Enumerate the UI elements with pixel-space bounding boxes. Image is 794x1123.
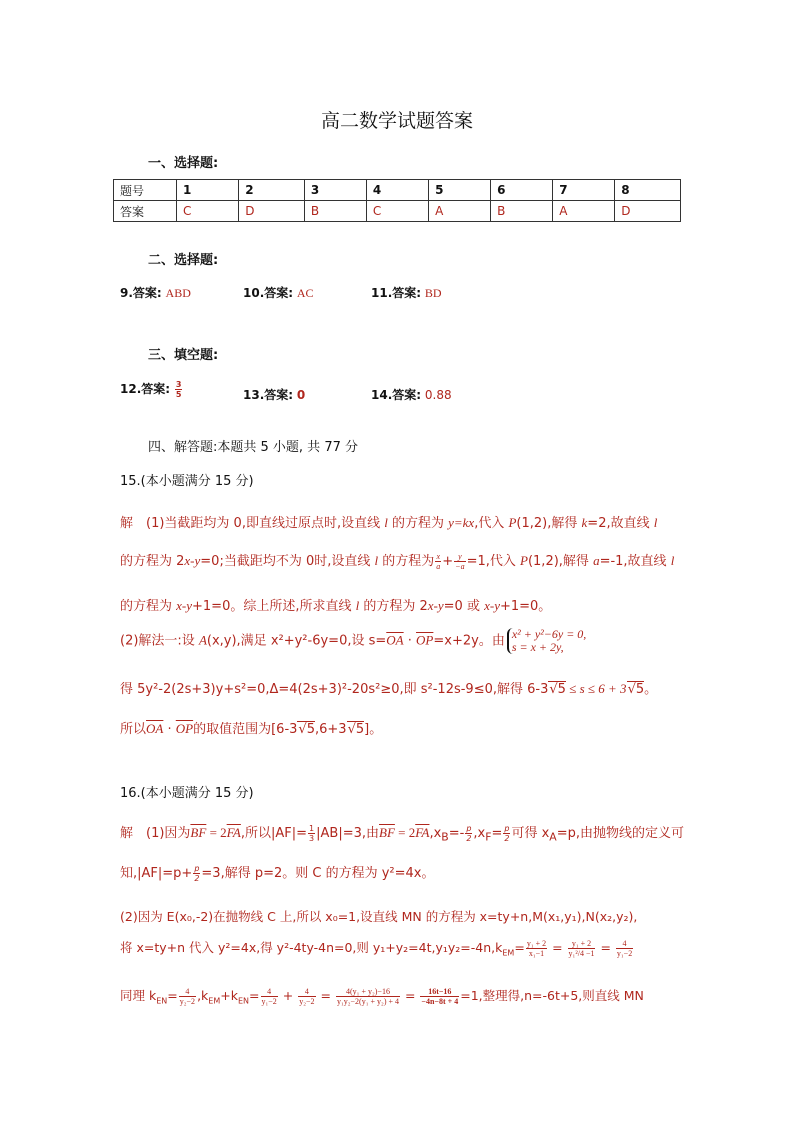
math-var: P [508, 515, 517, 530]
answer-value: 0.88 [424, 388, 452, 402]
answer-label: 11.答案: [371, 286, 422, 300]
answer-value: BD [424, 286, 442, 300]
q15-line-1 [120, 512, 657, 531]
text: ,x [473, 826, 486, 841]
math-var: l [653, 515, 658, 530]
fraction-numerator: p [466, 824, 472, 833]
answer-table [113, 179, 681, 222]
fraction [503, 824, 510, 843]
text: = [491, 826, 503, 841]
subscript: EM [208, 996, 221, 1006]
text: = [401, 988, 420, 1003]
text: 的方程为 [378, 554, 435, 569]
answer-11 [371, 284, 442, 301]
text: 解 (1)因为 [120, 826, 191, 841]
fraction-denominator: a [436, 562, 441, 571]
fraction-denominator: 2 [194, 874, 200, 883]
text: =1,整理得,n=-6t+5,则直线 MN [460, 988, 644, 1003]
fraction-numerator: 4 [616, 939, 633, 949]
question-number: 5 [429, 180, 491, 201]
section-fill-blank: 三、填空题: [148, 348, 219, 363]
answer-value: ABD [165, 286, 191, 300]
q15-header: 15.(本小题满分 15 分) [120, 474, 254, 489]
text: 的取值范围为[6-3 [193, 722, 298, 737]
text: ,所以|AF|= [240, 826, 308, 841]
fraction-numerator: 4 [179, 987, 196, 997]
answer-10 [243, 284, 314, 301]
fraction-denominator: 2 [504, 834, 510, 843]
math-expr: x-y [176, 598, 193, 613]
fraction [616, 939, 633, 958]
fraction-numerator: y [454, 552, 465, 562]
q16-line-2 [120, 862, 435, 883]
question-number: 6 [491, 180, 553, 201]
subscript: F [485, 830, 492, 844]
subscript: B [441, 830, 449, 844]
text: ,代入 [474, 516, 509, 531]
text: 解 (1)当截距均为 0,即直线过原点时,设直线 [120, 516, 385, 531]
math-var: l [374, 553, 379, 568]
section-solutions: 四、解答题:本题共 5 小题, 共 77 分 [148, 440, 358, 455]
text: · [163, 722, 176, 737]
q16-line-4 [120, 938, 634, 958]
subscript: EN [237, 996, 250, 1006]
text: (1,2),解得 [527, 554, 594, 569]
text: = 2 [206, 825, 227, 840]
question-number: 2 [239, 180, 305, 201]
fraction-numerator: p [194, 864, 200, 873]
vector-bf: $\overline{BF}$ [190, 825, 207, 840]
text: ,6+3 [315, 722, 347, 737]
text: +1=0。 [499, 599, 552, 614]
question-number: 7 [553, 180, 615, 201]
fraction [568, 939, 596, 958]
text: 知,|AF|=p+ [120, 866, 193, 881]
text: = [548, 940, 567, 955]
fraction-denominator: 5 [175, 390, 182, 399]
answer-fraction [175, 380, 183, 399]
vector-fa: $\overline{FA}$ [226, 825, 241, 840]
text: 的方程为 [387, 516, 449, 531]
math-expr: x-y [484, 598, 500, 613]
text: · [403, 633, 417, 649]
fraction-numerator: 4 [298, 987, 315, 997]
text: (x,y),满足 x²+y²-6y=0,设 s= [206, 633, 387, 649]
fraction-denominator: y₁−2 [261, 997, 277, 1006]
text: ]。 [364, 722, 383, 737]
vector-op: $\overline{OP}$ [175, 721, 194, 736]
subscript: EN [156, 996, 168, 1006]
text: 同理 k [120, 988, 157, 1003]
equation: x² + y²−6y = 0, [511, 627, 587, 641]
section-multiple-choice: 一、选择题: [148, 156, 219, 171]
answer-value: 0 [296, 388, 306, 402]
fraction-numerator: 1 [309, 824, 315, 833]
fraction-numerator: x [436, 552, 441, 561]
text: 的方程为 2 [120, 554, 185, 569]
text: + [278, 988, 298, 1003]
answer-13 [243, 386, 305, 403]
fraction-numerator: 4 [261, 987, 278, 997]
answer-cell: A [553, 201, 615, 222]
answer-label: 10.答案: [243, 286, 294, 300]
table-row-answers [114, 201, 681, 222]
text: ,k [197, 988, 209, 1003]
q15-line-6 [120, 718, 382, 737]
fraction [454, 552, 465, 571]
answer-cell: C [366, 201, 428, 222]
q15-line-2 [120, 550, 674, 571]
fraction-denominator: y₂−2 [299, 997, 315, 1006]
answer-label: 12.答案: [120, 382, 171, 396]
math-expr: y=kx [448, 515, 475, 530]
math-expr: x-y [184, 553, 201, 568]
text: =p,由抛物线的定义可 [556, 826, 684, 841]
answer-label: 9.答案: [120, 286, 162, 300]
text: = [167, 988, 178, 1003]
section-multi-select: 二、选择题: [148, 253, 219, 268]
text: 得 5y²-2(2s+3)y+s²=0,Δ=4(2s+3)²-20s²≥0,即 s²-12s-9≤0,解得 6-3 [120, 682, 549, 697]
fraction-numerator: p [504, 824, 510, 833]
text: 可得 x [511, 826, 550, 841]
math-var: l [384, 515, 388, 530]
fraction-denominator: y₁−2 [616, 949, 633, 958]
text: =2,故直线 [587, 516, 654, 531]
fraction [435, 552, 441, 571]
text: (2)解法一:设 [120, 633, 199, 649]
answer-12 [120, 380, 183, 399]
text: =- [448, 826, 465, 841]
text: (1,2),解得 [516, 516, 582, 531]
text: =0;当截距均不为 0时,设直线 [200, 554, 375, 569]
text: =0 或 [443, 599, 485, 614]
vector-bf: $\overline{BF}$ [379, 825, 395, 840]
fraction-denominator: −a [455, 562, 465, 571]
fraction-denominator: y₁y₂−2(y₁ + y₂) + 4 [336, 997, 399, 1006]
math-expr: x-y [427, 598, 444, 613]
page-title: 高二数学试题答案 [320, 110, 473, 132]
math-var: l [355, 598, 360, 613]
answer-cell: D [239, 201, 305, 222]
fraction-denominator: y₁²/4 −1 [568, 949, 595, 958]
answer-cell: B [491, 201, 553, 222]
table-row-numbers [114, 180, 681, 201]
vector-fa: $\overline{FA}$ [415, 825, 430, 840]
fraction-numerator: y₁ + 2 [568, 939, 596, 949]
text: 的方程为 [120, 599, 177, 614]
question-number: 4 [366, 180, 428, 201]
fraction [420, 987, 459, 1006]
text: 将 x=ty+n 代入 y²=4x,得 y²-4ty-4n=0,则 y₁+y₂=4t,y₁y₂=-4n,k [120, 940, 503, 955]
radicand: 5 [306, 722, 315, 737]
answer-14 [371, 386, 452, 403]
q16-header: 16.(本小题满分 15 分) [120, 786, 254, 801]
equation-system [507, 628, 586, 654]
fraction [308, 824, 315, 843]
fraction-numerator: 16t−16 [420, 987, 459, 997]
answer-cell: A [429, 201, 491, 222]
fraction [526, 939, 547, 958]
text: = [596, 940, 615, 955]
answer-label: 13.答案: [243, 388, 294, 402]
fraction-denominator: −4n−8t + 4 [421, 997, 459, 1006]
q16-line-3: (2)因为 E(x₀,-2)在抛物线 C 上,所以 x₀=1,设直线 MN 的方程为 x=ty+n,M(x₁,y₁),N(x₂,y₂), [120, 909, 638, 924]
fraction-denominator: y₂−2 [179, 997, 196, 1006]
fraction [336, 987, 400, 1006]
table-answer-label: 答案 [114, 201, 177, 222]
fraction-numerator: 4(y₁ + y₂)−16 [336, 987, 400, 997]
text: =-1,故直线 [599, 554, 671, 569]
answer-cell: D [615, 201, 681, 222]
fraction [179, 987, 196, 1006]
text: 的方程为 2 [359, 599, 428, 614]
sqrt: √5 [549, 682, 566, 697]
text: = [514, 940, 525, 955]
text: +1=0。综上所述,所求直线 [192, 599, 356, 614]
q16-line-1 [120, 822, 684, 844]
text: =1,代入 [466, 554, 521, 569]
radicand: 5 [557, 682, 566, 697]
math-expr: ≤ s ≤ 6 + 3 [565, 681, 627, 696]
text: + [442, 554, 454, 569]
vector-op: $\overline{OP}$ [416, 632, 434, 648]
text: =x+2y。由 [433, 633, 505, 649]
answer-9 [120, 284, 191, 301]
q15-line-5 [120, 678, 657, 697]
text: = 2 [394, 825, 416, 840]
fraction-numerator: y₁ + 2 [526, 939, 547, 948]
text: +k [220, 988, 238, 1003]
fraction [465, 824, 472, 843]
radicand: 5 [635, 682, 645, 697]
fraction [193, 864, 200, 883]
equation: s = x + 2y, [511, 640, 564, 654]
question-number: 8 [615, 180, 681, 201]
q15-line-3 [120, 595, 551, 614]
vector-oa: $\overline{OA}$ [146, 721, 164, 736]
math-var: k [581, 515, 588, 530]
math-var: a [593, 553, 600, 568]
math-var: P [520, 553, 528, 568]
vector-oa: $\overline{OA}$ [386, 632, 404, 648]
fraction-numerator: 3 [175, 380, 182, 389]
radicand: 5 [355, 722, 365, 737]
question-number: 1 [177, 180, 239, 201]
q15-line-4 [120, 628, 586, 654]
fraction-denominator: 2 [466, 834, 472, 843]
sqrt: √5 [627, 682, 645, 697]
text: =3,解得 p=2。则 C 的方程为 y²=4x。 [201, 866, 435, 881]
answer-value: AC [296, 286, 314, 300]
fraction [261, 987, 278, 1006]
answer-cell: C [177, 201, 239, 222]
q16-line-5 [120, 986, 644, 1006]
fraction-denominator: 3 [309, 834, 315, 843]
answer-cell: B [304, 201, 366, 222]
fraction [298, 987, 315, 1006]
question-number: 3 [304, 180, 366, 201]
sqrt: √5 [347, 722, 365, 737]
text: |AB|=3,由 [316, 826, 379, 841]
math-var: A [198, 632, 207, 648]
answer-label: 14.答案: [371, 388, 422, 402]
text: ,x [429, 826, 442, 841]
math-var: l [670, 553, 675, 568]
sqrt: √5 [298, 722, 315, 737]
text: 。 [644, 682, 658, 697]
subscript: EM [502, 948, 515, 958]
subscript: A [549, 830, 557, 844]
text: 所以 [120, 722, 147, 737]
table-header-label: 题号 [114, 180, 177, 201]
text: = [316, 988, 335, 1003]
text: = [249, 988, 260, 1003]
fraction-denominator: x₁−1 [528, 949, 545, 958]
